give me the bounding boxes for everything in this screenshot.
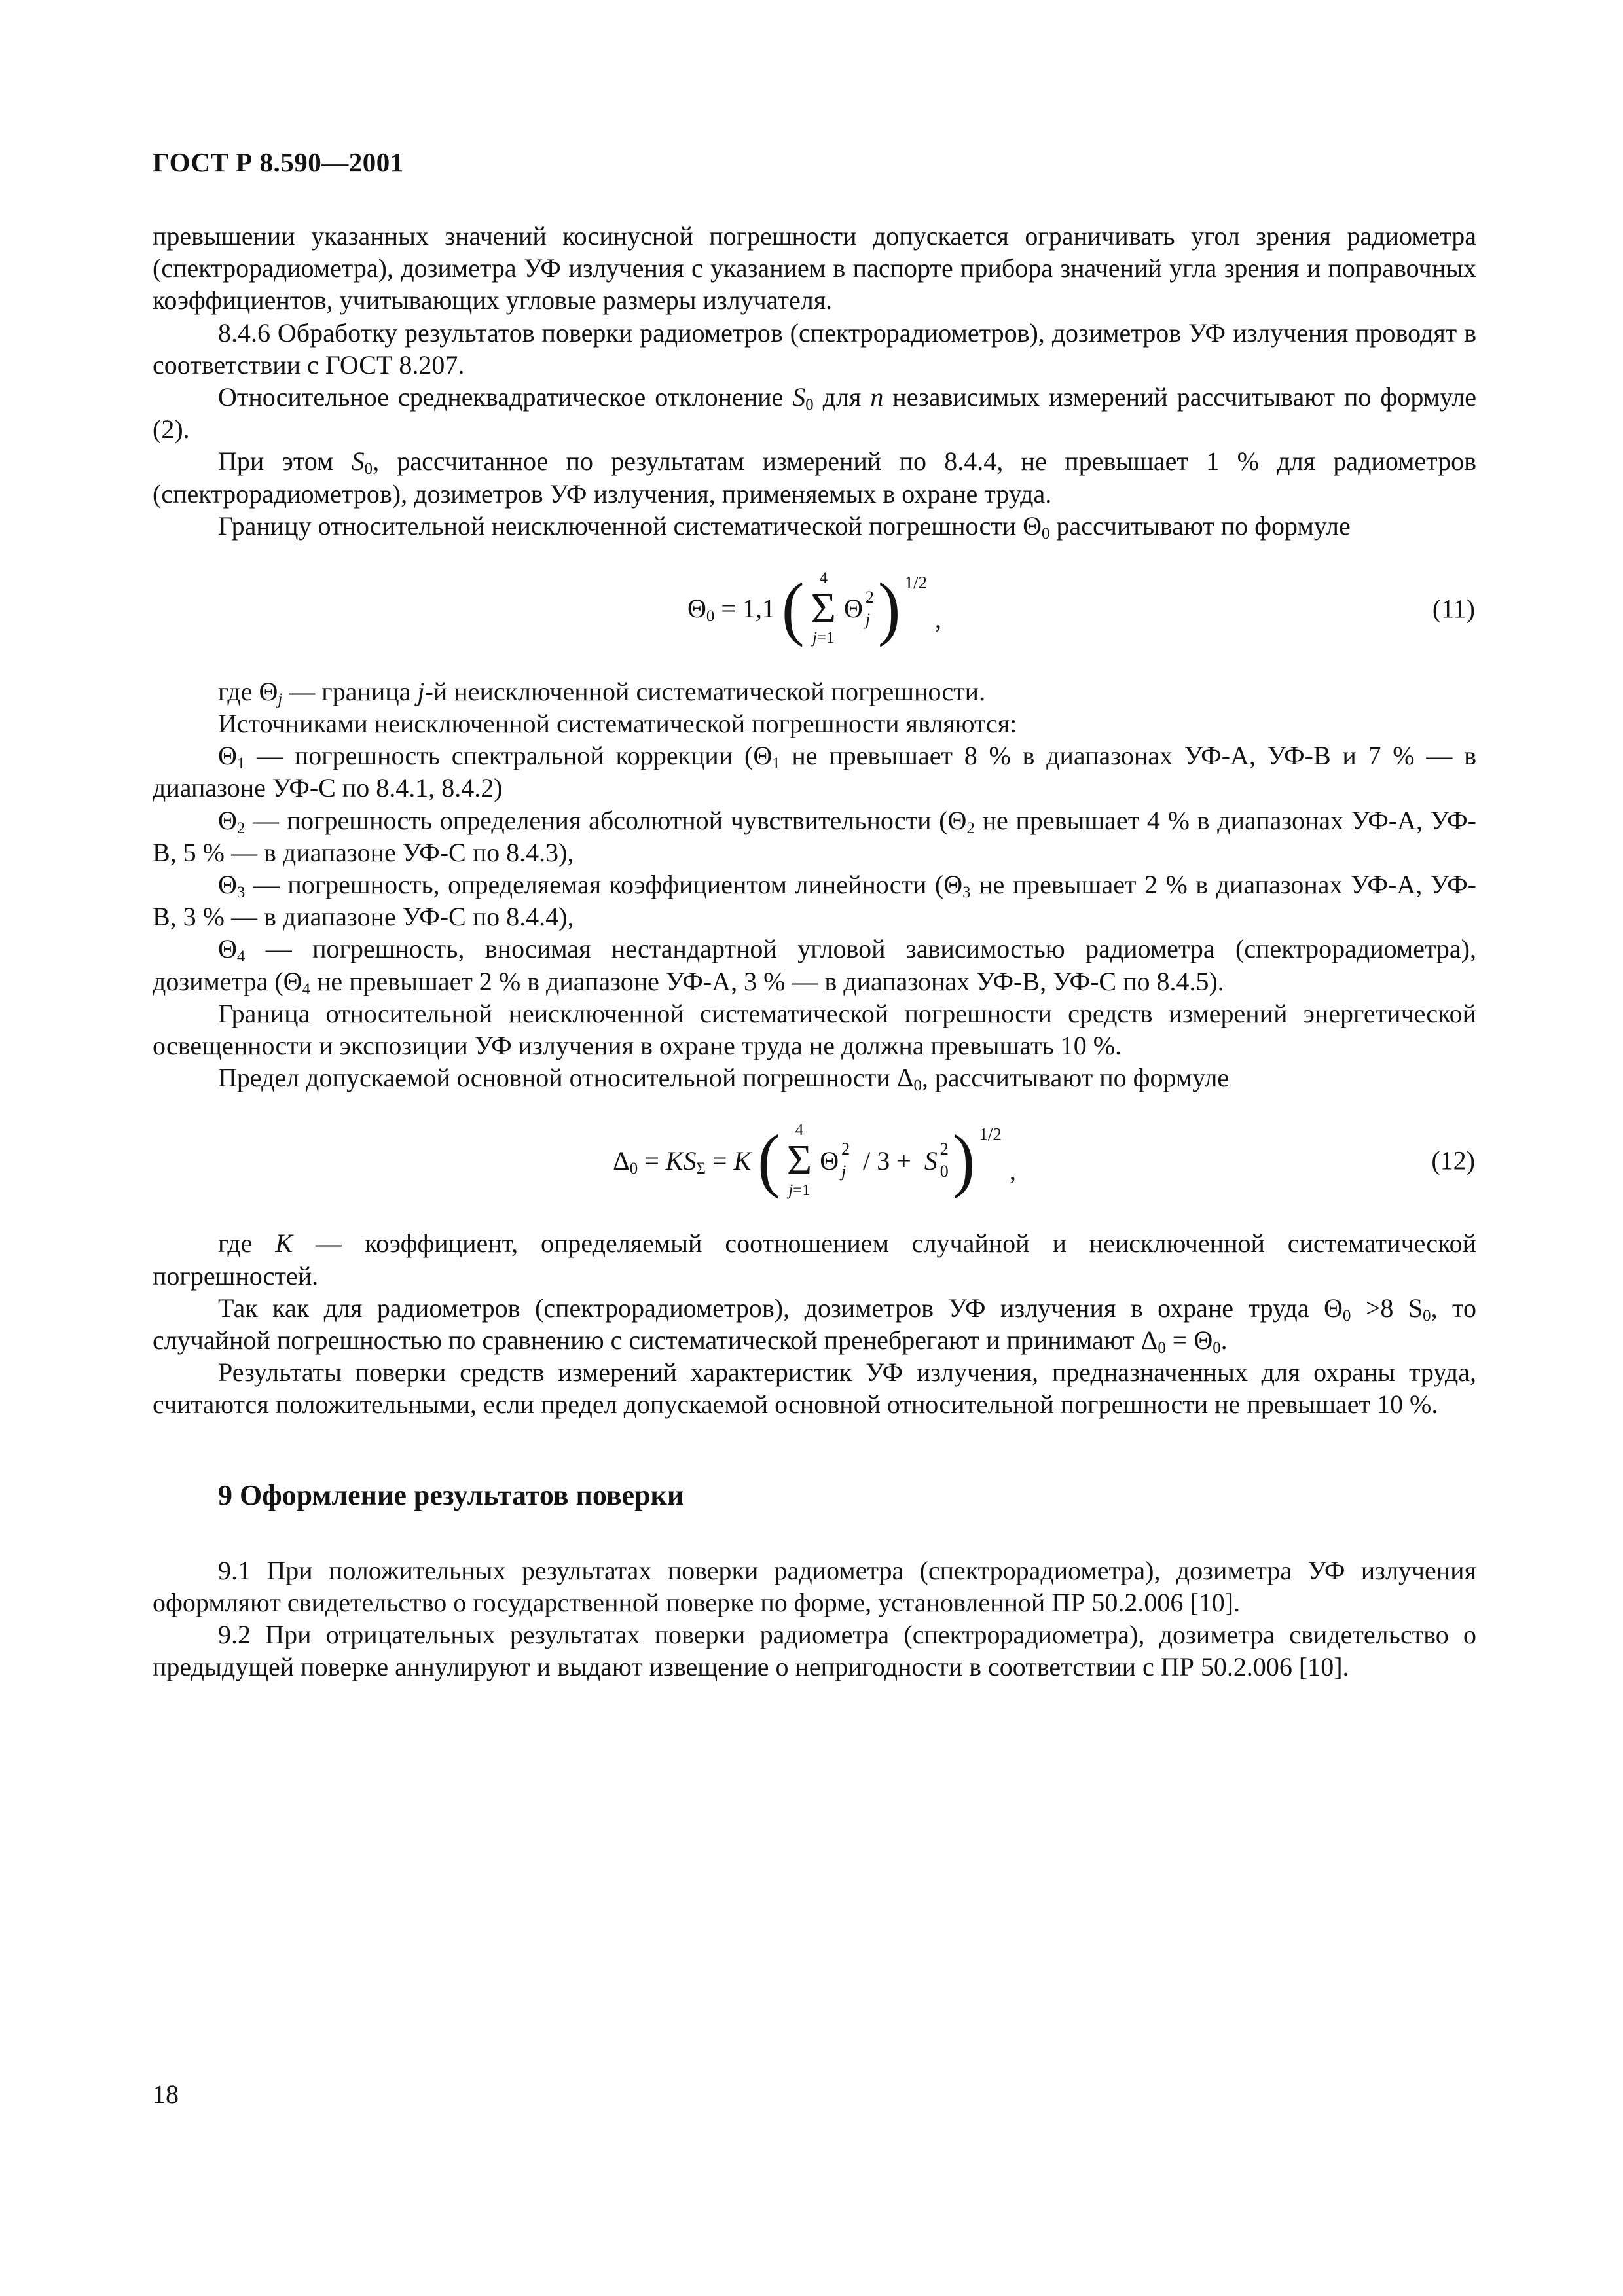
- sum-lower-limit: j=1: [812, 629, 835, 647]
- paragraph-where-k: где K — коэффициент, определяемый соотношением случайной и неисключенной систематической погрешностей.: [153, 1229, 1476, 1291]
- s-base: S: [924, 1145, 938, 1175]
- s-superscript: 2: [939, 1139, 949, 1159]
- open-paren: (: [757, 1121, 780, 1200]
- theta-subscript: j: [841, 1162, 847, 1181]
- paragraph-deviation-s0: Относительное среднеквадратическое отклонение $S_0$ для n независимых измерений рассчитывают по формуле (2).: [153, 382, 1476, 444]
- paragraph-theta4: $\Theta_4$ — погрешность, вносимая нестандартной угловой зависимостью радиометра (спектрорадиометра), дозиметра ($\Theta_4$ не превышает 2 % в диапазоне УФ-А, 3 % — в диапазонах УФ-В, УФ-С по 8.4.5).: [153, 934, 1476, 998]
- section-9-heading: 9 Оформление результатов поверки: [218, 1479, 684, 1512]
- doc-code-header: ГОСТ Р 8.590—2001: [153, 147, 404, 177]
- sigma-symbol: Σ: [786, 1136, 812, 1184]
- paragraph-limit-10-percent: Граница относительной неисключенной систематической погрешности средств измерений энергетической освещенности и экспозиции УФ излучения в охране труда не должна превышать 10 %.: [153, 998, 1476, 1060]
- divide-plus-text: / 3 +: [856, 1145, 918, 1175]
- paragraph-continuation: превышении указанных значений косинусной погрешности допускается ограничивать угол зрения радиометра (спектрорадиометра), дозиметра УФ излучения с указанием в паспорте прибора значений угла зрения и поправочных коэффициентов, учитывающих угловые размеры излучателя.: [153, 221, 1476, 315]
- paragraph-theta1: $\Theta_1$ — погрешность спектральной коррекции ($\Theta_1$ не превышает 8 % в диапазонах УФ-А, УФ-В и 7 % — в диапазоне УФ-С по 8.4.1, 8.4.2): [153, 741, 1476, 803]
- theta-subscript: j: [865, 609, 871, 629]
- sum-upper-limit: 4: [819, 569, 828, 587]
- paragraph-neglect-random-error: Так как для радиометров (спектрорадиометров), дозиметров УФ излучения в охране труда $\Theta_0 >8$ $S_0$, то случайной погрешностью по сравнению с систематической пренебрегают и принимают $\Delta_0 = \Theta_0$.: [153, 1293, 1477, 1357]
- open-paren: (: [781, 568, 805, 648]
- formula-12: [613, 1121, 1016, 1200]
- formula-12-number: (12): [1431, 1145, 1475, 1175]
- s0-squared-term: [924, 1141, 949, 1180]
- exponent-one-half: 1/2: [979, 1124, 1002, 1145]
- theta-subsup-stack: [866, 589, 874, 628]
- paragraph-delta0-intro: Предел допускаемой основной относительной погрешности $\Delta_0$, рассчитывают по формуле: [218, 1063, 1230, 1095]
- clause-9-2: 9.2 При отрицательных результатах поверки радиометра (спектрорадиометра), дозиметра свидетельство о предыдущей поверке аннулируют и выдают извещение о непригодности в соответствии с ПР 50.2.006 [10].: [153, 1619, 1476, 1682]
- s-subsup-stack: [940, 1141, 949, 1180]
- document-body: [153, 220, 1476, 1683]
- close-paren: ): [877, 568, 901, 648]
- theta-j-squared-term: [844, 589, 874, 628]
- sum-lower-limit: j=1: [788, 1181, 811, 1199]
- clause-8-4-6: 8.4.6 Обработку результатов поверки радиометров (спектрорадиометров), дозиметров УФ излучения проводят в соответствии с ГОСТ 8.207.: [153, 317, 1476, 380]
- theta-superscript: 2: [841, 1139, 850, 1159]
- paragraph-theta3: $\Theta_3$ — погрешность, определяемая коэффициентом линейности ($\Theta_3$ не превышает 2 % в диапазонах УФ-А, УФ-В, 3 % — в диапазоне УФ-С по 8.4.4),: [153, 870, 1477, 932]
- formula-11-number: (11): [1432, 594, 1475, 624]
- paragraph-sources: Источниками неисключенной систематической погрешности являются:: [218, 709, 1017, 739]
- page-number: 18: [153, 2079, 179, 2109]
- theta-superscript: 2: [865, 587, 874, 607]
- exponent-one-half: 1/2: [904, 572, 927, 592]
- paragraph-s0-limit: При этом $S_0$, рассчитанное по результатам измерений по 8.4.4, не превышает 1 % для радиометров (спектрорадиометров), дозиметров УФ излучения, применяемых в охране труда.: [153, 446, 1476, 509]
- formula-trailing-comma: ,: [1009, 1156, 1016, 1186]
- summation-symbol: [811, 569, 836, 648]
- s-subscript: 0: [939, 1162, 949, 1181]
- sigma-symbol: Σ: [811, 584, 836, 632]
- formula-11-lhs: $\Theta_0 = 1,1$: [687, 594, 775, 626]
- paragraph-theta0-intro: Границу относительной неисключенной систематической погрешности $\Theta_0$ рассчитывают по формуле: [218, 511, 1351, 543]
- paragraph-theta2: $\Theta_2$ — погрешность определения абсолютной чувствительности ($\Theta_2$ не превышает 4 % в диапазонах УФ-А, УФ-В, 5 % — в диапазоне УФ-С по 8.4.3),: [153, 805, 1476, 867]
- formula-11-row: [153, 556, 1476, 661]
- summation-symbol: [787, 1121, 812, 1200]
- paragraph-where-theta-j: где $\Theta_j$ — граница j-й неисключенной систематической погрешности.: [218, 676, 986, 709]
- sum-upper-limit: 4: [795, 1121, 804, 1139]
- formula-trailing-comma: ,: [934, 603, 941, 634]
- theta-j-squared-term: [820, 1141, 850, 1180]
- formula-12-lhs: $\Delta_0 = KS_\Sigma = K$: [613, 1145, 752, 1177]
- formula-12-row: [153, 1108, 1476, 1213]
- clause-9-1: 9.1 При положительных результатах поверки радиометра (спектрорадиометра), дозиметра УФ излучения оформляют свидетельство о государственной поверке по форме, установленной ПР 50.2.006 [10].: [153, 1555, 1476, 1617]
- close-paren: ): [952, 1121, 976, 1200]
- theta-subsup-stack: [841, 1141, 850, 1180]
- paragraph-verification-results: Результаты поверки средств измерений характеристик УФ излучения, предназначенных для охраны труда, считаются положительными, если предел допускаемой основной относительной погрешности не превышает 10 %.: [153, 1357, 1476, 1420]
- formula-11: [687, 569, 941, 648]
- theta-base: Θ: [820, 1145, 839, 1175]
- theta-base: Θ: [843, 594, 863, 624]
